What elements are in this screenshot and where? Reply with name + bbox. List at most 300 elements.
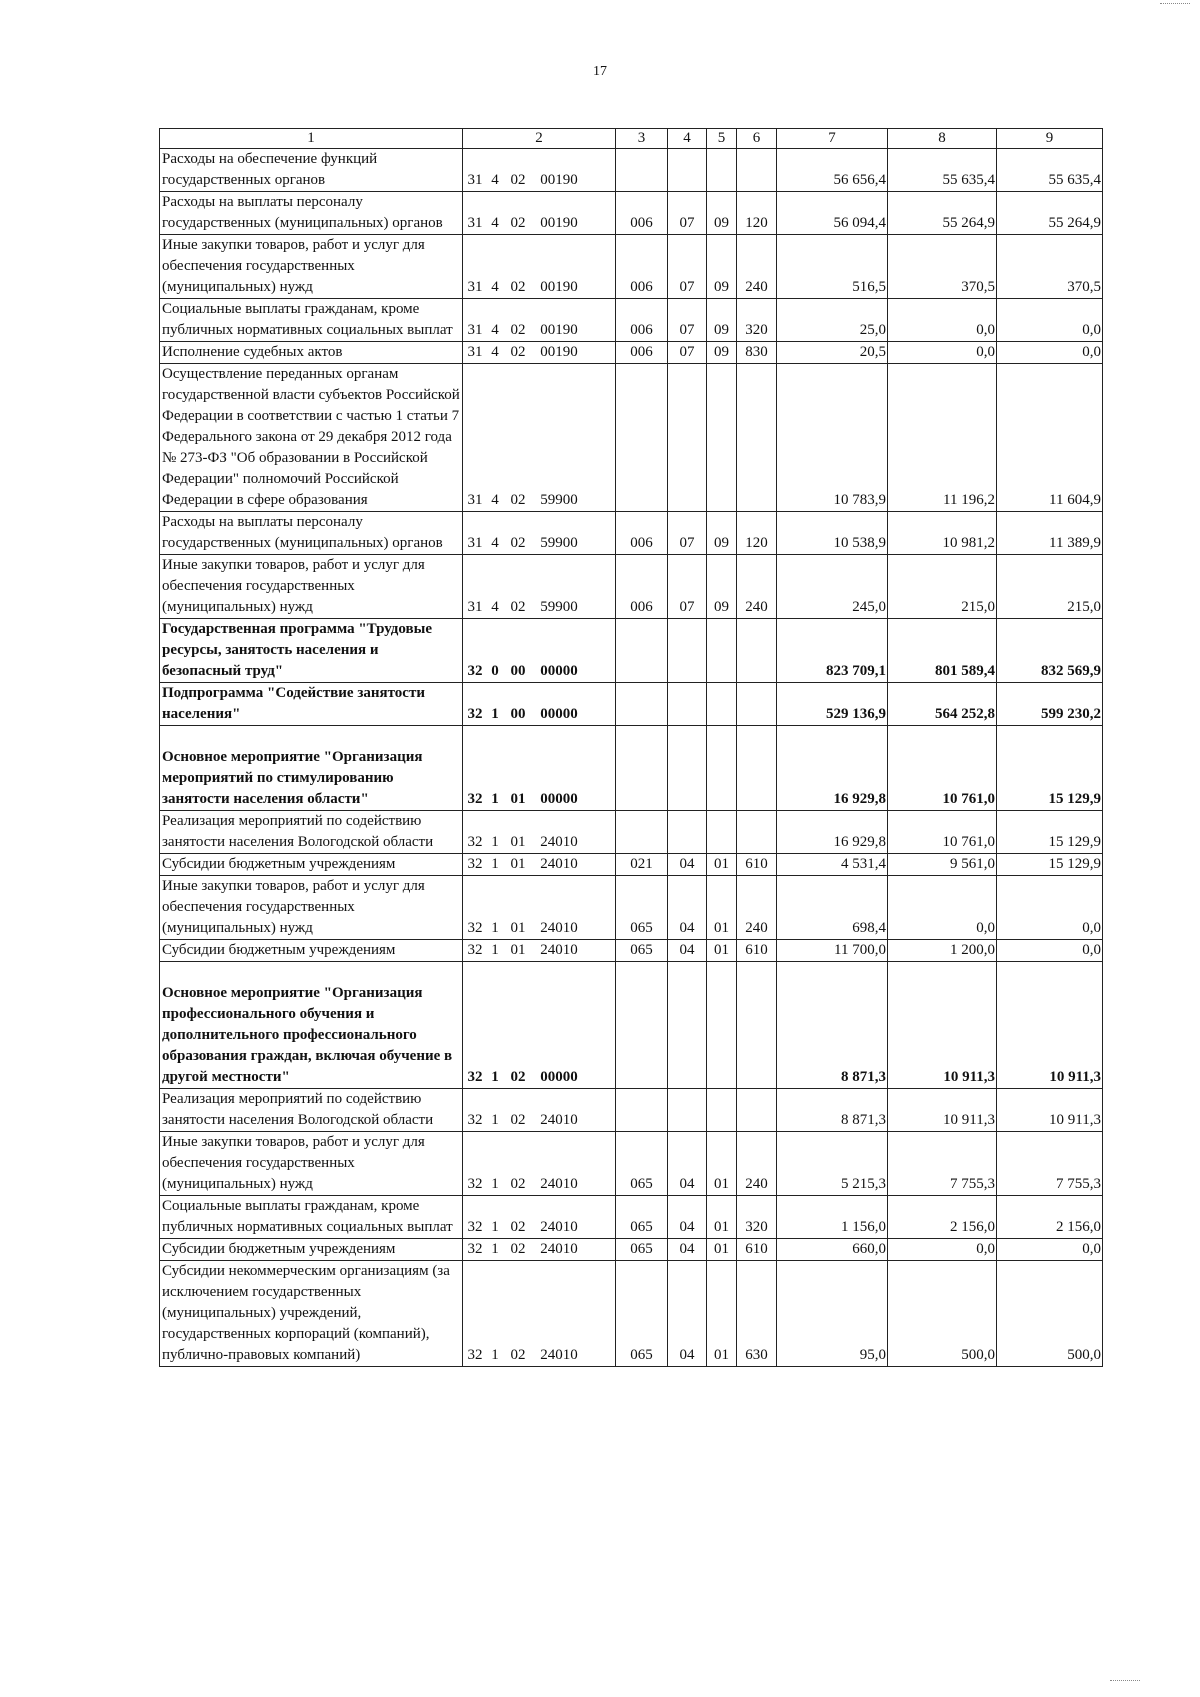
row-name: Основное мероприятие "Организация мероприятий по стимулированию занятости населения области": [160, 726, 463, 811]
row-value-col7: 10 538,9: [777, 512, 888, 555]
row-value-col9: 11 389,9: [997, 512, 1103, 555]
row-value-col9: 55 264,9: [997, 192, 1103, 235]
row-name: Субсидии бюджетным учреждениям: [160, 854, 463, 876]
header-col-7: 7: [777, 129, 888, 149]
row-name: Иные закупки товаров, работ и услуг для обеспечения государственных (муниципальных) нужд: [160, 235, 463, 299]
row-ministry-code: 021: [616, 854, 668, 876]
table-row: [160, 1261, 1103, 1367]
table-row: [160, 235, 1103, 299]
table-row: [160, 299, 1103, 342]
row-section-code: [668, 683, 707, 726]
row-value-col9: 10 911,3: [997, 962, 1103, 1089]
target-code-part: 00190: [540, 215, 578, 231]
target-code-part: 02: [510, 1176, 526, 1192]
row-expense-type: [737, 726, 777, 811]
row-value-col9: 2 156,0: [997, 1196, 1103, 1239]
table-row: [160, 811, 1103, 854]
row-section-code: [668, 811, 707, 854]
target-code-part: 24010: [540, 1241, 578, 1257]
row-ministry-code: 065: [616, 1196, 668, 1239]
target-code-part: 32: [467, 920, 483, 936]
table-row: [160, 619, 1103, 683]
target-code-part: 4: [491, 322, 499, 338]
row-value-col7: 529 136,9: [777, 683, 888, 726]
target-code-part: 1: [491, 920, 499, 936]
target-code-part: 1: [491, 1112, 499, 1128]
target-code-part: 59900: [540, 535, 578, 551]
row-section-code: 04: [668, 940, 707, 962]
row-value-col8: 55 264,9: [888, 192, 997, 235]
header-row: [160, 129, 1103, 149]
row-target-code: [463, 619, 616, 683]
row-ministry-code: 006: [616, 299, 668, 342]
row-value-col9: 7 755,3: [997, 1132, 1103, 1196]
row-section-code: [668, 619, 707, 683]
row-section-code: 04: [668, 876, 707, 940]
row-target-code: [463, 342, 616, 364]
target-code-part: 31: [467, 172, 483, 188]
row-section-code: 04: [668, 1239, 707, 1261]
row-value-col9: 832 569,9: [997, 619, 1103, 683]
row-value-col8: 10 981,2: [888, 512, 997, 555]
target-code-part: 32: [467, 1219, 483, 1235]
row-expense-type: [737, 619, 777, 683]
target-code-part: 32: [467, 791, 483, 807]
row-target-code: [463, 1089, 616, 1132]
row-value-col9: 370,5: [997, 235, 1103, 299]
page-number: 17: [593, 64, 607, 79]
row-section-code: 04: [668, 1261, 707, 1367]
target-code-part: 02: [510, 599, 526, 615]
row-value-col9: 15 129,9: [997, 811, 1103, 854]
target-code-part: 4: [491, 344, 499, 360]
row-subsection-code: [707, 619, 737, 683]
target-code-part: 1: [491, 856, 499, 872]
row-value-col9: 15 129,9: [997, 726, 1103, 811]
target-code-part: 4: [491, 535, 499, 551]
row-expense-type: [737, 149, 777, 192]
row-section-code: 07: [668, 192, 707, 235]
row-value-col7: 95,0: [777, 1261, 888, 1367]
header-col-4: 4: [668, 129, 707, 149]
row-name: Основное мероприятие "Организация профессионального обучения и дополнительного профессионального образования граждан, включая обучение в другой местности": [160, 962, 463, 1089]
row-name: Иные закупки товаров, работ и услуг для обеспечения государственных (муниципальных) нужд: [160, 876, 463, 940]
target-code-part: 59900: [540, 599, 578, 615]
row-expense-type: 830: [737, 342, 777, 364]
row-value-col9: 55 635,4: [997, 149, 1103, 192]
row-ministry-code: [616, 364, 668, 512]
row-value-col7: 516,5: [777, 235, 888, 299]
table-row: [160, 555, 1103, 619]
row-name: Реализация мероприятий по содействию занятости населения Вологодской области: [160, 811, 463, 854]
row-ministry-code: [616, 149, 668, 192]
target-code-part: 02: [510, 1241, 526, 1257]
row-subsection-code: [707, 149, 737, 192]
row-ministry-code: 065: [616, 940, 668, 962]
header-col-1: 1: [160, 129, 463, 149]
row-target-code: [463, 299, 616, 342]
target-code-part: 01: [510, 856, 526, 872]
table-row: [160, 1089, 1103, 1132]
row-name: Расходы на обеспечение функций государственных органов: [160, 149, 463, 192]
table-row: [160, 1132, 1103, 1196]
table-row: [160, 342, 1103, 364]
row-value-col9: 10 911,3: [997, 1089, 1103, 1132]
target-code-part: 00190: [540, 344, 578, 360]
row-value-col9: 0,0: [997, 342, 1103, 364]
table-row: [160, 683, 1103, 726]
row-value-col7: 823 709,1: [777, 619, 888, 683]
row-value-col8: 55 635,4: [888, 149, 997, 192]
target-code-part: 1: [491, 1176, 499, 1192]
row-section-code: 07: [668, 512, 707, 555]
row-target-code: [463, 192, 616, 235]
row-value-col8: 0,0: [888, 342, 997, 364]
row-ministry-code: 006: [616, 235, 668, 299]
target-code-part: 00000: [540, 706, 578, 722]
row-name: Социальные выплаты гражданам, кроме публичных нормативных социальных выплат: [160, 1196, 463, 1239]
row-section-code: [668, 726, 707, 811]
table-row: [160, 364, 1103, 512]
row-value-col8: 11 196,2: [888, 364, 997, 512]
row-subsection-code: [707, 364, 737, 512]
target-code-part: 24010: [540, 1112, 578, 1128]
row-value-col7: 10 783,9: [777, 364, 888, 512]
table-row: [160, 192, 1103, 235]
target-code-part: 01: [510, 791, 526, 807]
row-name: Государственная программа "Трудовые ресурсы, занятость населения и безопасный труд": [160, 619, 463, 683]
target-code-part: 24010: [540, 1347, 578, 1363]
row-value-col8: 0,0: [888, 299, 997, 342]
row-target-code: [463, 364, 616, 512]
row-value-col8: 500,0: [888, 1261, 997, 1367]
table-row: [160, 149, 1103, 192]
row-value-col9: 0,0: [997, 299, 1103, 342]
row-expense-type: 120: [737, 192, 777, 235]
target-code-part: 4: [491, 279, 499, 295]
row-section-code: 07: [668, 235, 707, 299]
target-code-part: 01: [510, 942, 526, 958]
row-value-col7: 56 656,4: [777, 149, 888, 192]
row-value-col8: 10 911,3: [888, 1089, 997, 1132]
row-value-col7: 698,4: [777, 876, 888, 940]
row-section-code: 07: [668, 342, 707, 364]
row-value-col7: 11 700,0: [777, 940, 888, 962]
target-code-part: 1: [491, 706, 499, 722]
target-code-part: 1: [491, 834, 499, 850]
target-code-part: 4: [491, 215, 499, 231]
target-code-part: 32: [467, 942, 483, 958]
target-code-part: 32: [467, 1069, 483, 1085]
target-code-part: 31: [467, 215, 483, 231]
row-value-col7: 1 156,0: [777, 1196, 888, 1239]
target-code-part: 0: [491, 663, 499, 679]
target-code-part: 4: [491, 599, 499, 615]
row-name: Субсидии бюджетным учреждениям: [160, 940, 463, 962]
target-code-part: 4: [491, 172, 499, 188]
row-value-col7: 8 871,3: [777, 1089, 888, 1132]
row-expense-type: 320: [737, 1196, 777, 1239]
row-value-col9: 0,0: [997, 940, 1103, 962]
row-expense-type: [737, 1089, 777, 1132]
target-code-part: 59900: [540, 492, 578, 508]
target-code-part: 32: [467, 1112, 483, 1128]
row-target-code: [463, 940, 616, 962]
row-ministry-code: 065: [616, 1239, 668, 1261]
row-subsection-code: 01: [707, 876, 737, 940]
row-section-code: 07: [668, 299, 707, 342]
target-code-part: 24010: [540, 1176, 578, 1192]
row-name: Субсидии бюджетным учреждениям: [160, 1239, 463, 1261]
target-code-part: 32: [467, 834, 483, 850]
target-code-part: 00190: [540, 279, 578, 295]
header-col-8: 8: [888, 129, 997, 149]
row-section-code: [668, 962, 707, 1089]
row-value-col9: 11 604,9: [997, 364, 1103, 512]
row-section-code: 04: [668, 1132, 707, 1196]
row-subsection-code: [707, 811, 737, 854]
target-code-part: 1: [491, 1069, 499, 1085]
target-code-part: 02: [510, 535, 526, 551]
row-value-col9: 0,0: [997, 876, 1103, 940]
row-value-col9: 15 129,9: [997, 854, 1103, 876]
row-name: Исполнение судебных актов: [160, 342, 463, 364]
row-expense-type: 120: [737, 512, 777, 555]
row-target-code: [463, 876, 616, 940]
row-value-col8: 564 252,8: [888, 683, 997, 726]
row-value-col7: 16 929,8: [777, 726, 888, 811]
row-target-code: [463, 854, 616, 876]
row-subsection-code: 01: [707, 1239, 737, 1261]
row-expense-type: [737, 364, 777, 512]
row-subsection-code: [707, 1089, 737, 1132]
row-value-col7: 4 531,4: [777, 854, 888, 876]
row-subsection-code: 09: [707, 192, 737, 235]
row-expense-type: 320: [737, 299, 777, 342]
table-row: [160, 962, 1103, 1089]
target-code-part: 31: [467, 535, 483, 551]
row-value-col7: 245,0: [777, 555, 888, 619]
row-value-col9: 500,0: [997, 1261, 1103, 1367]
row-subsection-code: 01: [707, 854, 737, 876]
target-code-part: 32: [467, 706, 483, 722]
target-code-part: 00000: [540, 791, 578, 807]
target-code-part: 02: [510, 1347, 526, 1363]
row-ministry-code: [616, 811, 668, 854]
target-code-part: 00190: [540, 172, 578, 188]
row-ministry-code: 006: [616, 192, 668, 235]
target-code-part: 31: [467, 599, 483, 615]
row-name: Осуществление переданных органам государственной власти субъектов Российской Федерации в соответствии с частью 1 статьи 7 Федерального закона от 29 декабря 2012 года № 273-ФЗ "Об образовании в Российской Федерации" полномочий Российской Федерации в сфере образования: [160, 364, 463, 512]
row-name: Расходы на выплаты персоналу государственных (муниципальных) органов: [160, 512, 463, 555]
row-expense-type: 610: [737, 854, 777, 876]
row-target-code: [463, 962, 616, 1089]
row-expense-type: 610: [737, 1239, 777, 1261]
target-code-part: 02: [510, 215, 526, 231]
row-value-col7: 20,5: [777, 342, 888, 364]
row-subsection-code: [707, 962, 737, 1089]
target-code-part: 02: [510, 492, 526, 508]
target-code-part: 32: [467, 856, 483, 872]
row-ministry-code: [616, 962, 668, 1089]
target-code-part: 4: [491, 492, 499, 508]
header-col-2: 2: [463, 129, 616, 149]
row-subsection-code: 01: [707, 1196, 737, 1239]
row-value-col8: 1 200,0: [888, 940, 997, 962]
target-code-part: 24010: [540, 920, 578, 936]
row-value-col8: 801 589,4: [888, 619, 997, 683]
row-name: Социальные выплаты гражданам, кроме публичных нормативных социальных выплат: [160, 299, 463, 342]
row-name: Субсидии некоммерческим организациям (за исключением государственных (муниципальных) учреждений, государственных корпораций (компаний), публично-правовых компаний): [160, 1261, 463, 1367]
row-name: Расходы на выплаты персоналу государственных (муниципальных) органов: [160, 192, 463, 235]
budget-table: [159, 128, 1103, 1367]
row-expense-type: [737, 683, 777, 726]
row-ministry-code: 065: [616, 1261, 668, 1367]
row-value-col9: 0,0: [997, 1239, 1103, 1261]
target-code-part: 32: [467, 1347, 483, 1363]
row-target-code: [463, 1261, 616, 1367]
row-target-code: [463, 1132, 616, 1196]
row-value-col7: 25,0: [777, 299, 888, 342]
row-subsection-code: 09: [707, 512, 737, 555]
target-code-part: 32: [467, 1176, 483, 1192]
row-subsection-code: 09: [707, 555, 737, 619]
row-ministry-code: 006: [616, 512, 668, 555]
row-target-code: [463, 1196, 616, 1239]
row-section-code: [668, 364, 707, 512]
row-target-code: [463, 683, 616, 726]
row-value-col7: 56 094,4: [777, 192, 888, 235]
row-subsection-code: 01: [707, 940, 737, 962]
row-ministry-code: 065: [616, 876, 668, 940]
row-expense-type: 240: [737, 876, 777, 940]
target-code-part: 01: [510, 920, 526, 936]
target-code-part: 02: [510, 1219, 526, 1235]
target-code-part: 24010: [540, 834, 578, 850]
header-col-5: 5: [707, 129, 737, 149]
row-subsection-code: 09: [707, 235, 737, 299]
row-ministry-code: [616, 683, 668, 726]
row-expense-type: 610: [737, 940, 777, 962]
row-name: Подпрограмма "Содействие занятости населения": [160, 683, 463, 726]
row-expense-type: 240: [737, 1132, 777, 1196]
row-value-col8: 10 761,0: [888, 726, 997, 811]
target-code-part: 02: [510, 344, 526, 360]
row-value-col9: 215,0: [997, 555, 1103, 619]
row-ministry-code: [616, 619, 668, 683]
target-code-part: 02: [510, 1112, 526, 1128]
target-code-part: 00000: [540, 663, 578, 679]
row-subsection-code: [707, 683, 737, 726]
target-code-part: 31: [467, 344, 483, 360]
row-value-col7: 8 871,3: [777, 962, 888, 1089]
row-value-col8: 215,0: [888, 555, 997, 619]
target-code-part: 32: [467, 1241, 483, 1257]
target-code-part: 1: [491, 1219, 499, 1235]
target-code-part: 00: [510, 706, 526, 722]
row-name: Иные закупки товаров, работ и услуг для обеспечения государственных (муниципальных) нужд: [160, 555, 463, 619]
row-section-code: [668, 149, 707, 192]
row-value-col8: 0,0: [888, 876, 997, 940]
target-code-part: 00190: [540, 322, 578, 338]
row-expense-type: [737, 962, 777, 1089]
target-code-part: 1: [491, 791, 499, 807]
target-code-part: 1: [491, 942, 499, 958]
target-code-part: 31: [467, 322, 483, 338]
target-code-part: 02: [510, 172, 526, 188]
row-value-col8: 0,0: [888, 1239, 997, 1261]
row-target-code: [463, 235, 616, 299]
row-value-col7: 660,0: [777, 1239, 888, 1261]
row-ministry-code: 006: [616, 342, 668, 364]
header-col-3: 3: [616, 129, 668, 149]
row-subsection-code: [707, 726, 737, 811]
row-ministry-code: [616, 1089, 668, 1132]
row-ministry-code: [616, 726, 668, 811]
target-code-part: 00: [510, 663, 526, 679]
row-target-code: [463, 555, 616, 619]
scan-mark-top: [1160, 0, 1190, 4]
header-col-6: 6: [737, 129, 777, 149]
target-code-part: 02: [510, 1069, 526, 1085]
row-target-code: [463, 512, 616, 555]
table-row: [160, 854, 1103, 876]
target-code-part: 24010: [540, 856, 578, 872]
row-value-col8: 2 156,0: [888, 1196, 997, 1239]
row-subsection-code: 09: [707, 342, 737, 364]
row-value-col8: 10 911,3: [888, 962, 997, 1089]
row-ministry-code: 006: [616, 555, 668, 619]
row-expense-type: 240: [737, 555, 777, 619]
table-row: [160, 1239, 1103, 1261]
target-code-part: 02: [510, 322, 526, 338]
target-code-part: 02: [510, 279, 526, 295]
table-row: [160, 726, 1103, 811]
target-code-part: 1: [491, 1347, 499, 1363]
row-section-code: 07: [668, 555, 707, 619]
row-section-code: 04: [668, 1196, 707, 1239]
row-value-col8: 370,5: [888, 235, 997, 299]
row-expense-type: [737, 811, 777, 854]
table-row: [160, 1196, 1103, 1239]
target-code-part: 1: [491, 1241, 499, 1257]
row-target-code: [463, 1239, 616, 1261]
row-section-code: [668, 1089, 707, 1132]
row-subsection-code: 01: [707, 1132, 737, 1196]
row-target-code: [463, 149, 616, 192]
row-section-code: 04: [668, 854, 707, 876]
row-subsection-code: 01: [707, 1261, 737, 1367]
row-value-col9: 599 230,2: [997, 683, 1103, 726]
table-row: [160, 876, 1103, 940]
row-value-col7: 16 929,8: [777, 811, 888, 854]
row-target-code: [463, 811, 616, 854]
row-expense-type: 240: [737, 235, 777, 299]
target-code-part: 01: [510, 834, 526, 850]
row-expense-type: 630: [737, 1261, 777, 1367]
target-code-part: 31: [467, 279, 483, 295]
target-code-part: 00000: [540, 1069, 578, 1085]
row-ministry-code: 065: [616, 1132, 668, 1196]
row-subsection-code: 09: [707, 299, 737, 342]
row-name: Реализация мероприятий по содействию занятости населения Вологодской области: [160, 1089, 463, 1132]
table-row: [160, 940, 1103, 962]
target-code-part: 31: [467, 492, 483, 508]
row-value-col8: 9 561,0: [888, 854, 997, 876]
row-target-code: [463, 726, 616, 811]
scan-mark-bottom: [1110, 1680, 1140, 1687]
table-row: [160, 512, 1103, 555]
